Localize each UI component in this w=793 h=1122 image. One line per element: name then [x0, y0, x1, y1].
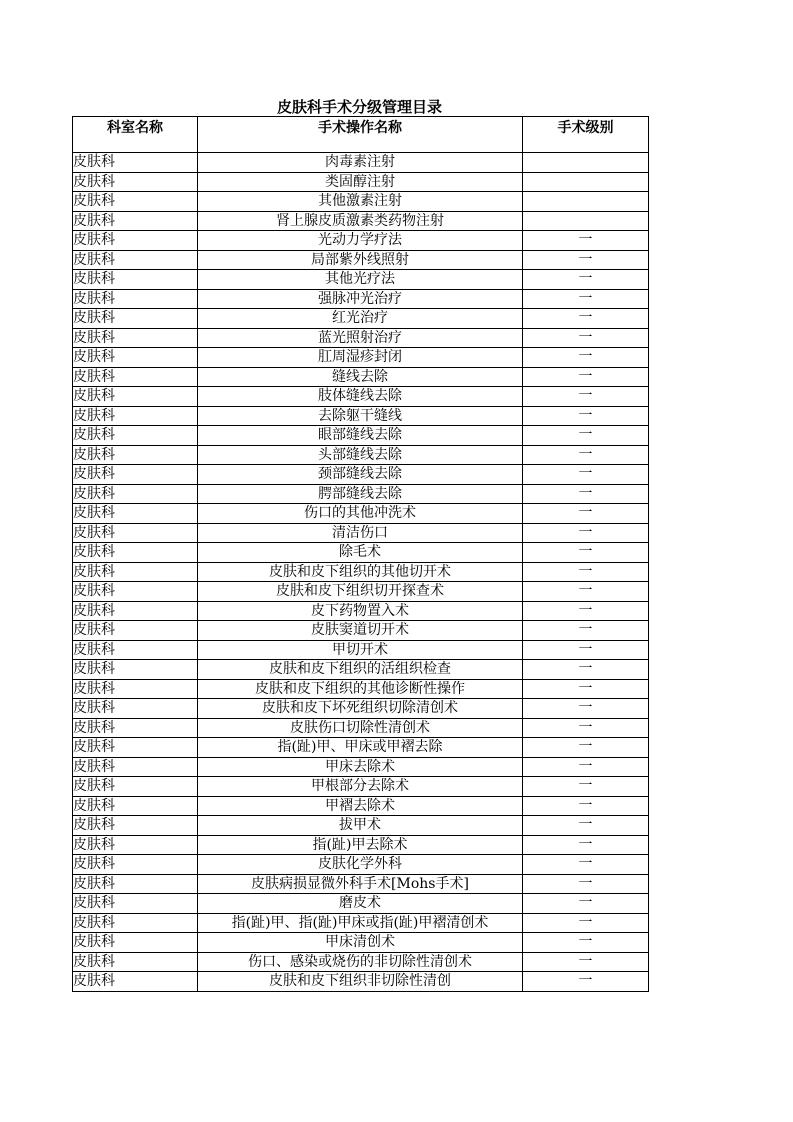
department-cell: 皮肤科	[73, 816, 198, 836]
table-row	[73, 562, 649, 582]
department-cell: 皮肤科	[73, 153, 198, 173]
table-row	[73, 601, 649, 621]
department-cell: 皮肤科	[73, 192, 198, 212]
surgery-level-cell: 一	[523, 699, 649, 719]
surgery-level-cell: 一	[523, 250, 649, 270]
procedure-name-cell: 眼部缝线去除	[198, 426, 523, 446]
procedure-name-cell: 指(趾)甲、指(趾)甲床或指(趾)甲褶清创术	[198, 913, 523, 933]
table-row	[73, 367, 649, 387]
procedure-name-cell: 其他激素注射	[198, 192, 523, 212]
surgery-level-cell: 一	[523, 796, 649, 816]
department-cell: 皮肤科	[73, 621, 198, 641]
surgery-level-cell: 一	[523, 621, 649, 641]
procedure-column-header: 手术操作名称	[198, 117, 523, 153]
header-row	[73, 117, 649, 153]
table-row	[73, 777, 649, 797]
table-row	[73, 718, 649, 738]
procedure-name-cell: 伤口的其他冲洗术	[198, 504, 523, 524]
procedure-name-cell: 清洁伤口	[198, 523, 523, 543]
procedure-name-cell: 类固醇注射	[198, 172, 523, 192]
department-cell: 皮肤科	[73, 406, 198, 426]
procedure-name-cell: 皮肤化学外科	[198, 855, 523, 875]
table-body	[73, 153, 649, 992]
surgery-level-cell: 一	[523, 913, 649, 933]
level-column-header: 手术级别	[523, 117, 649, 153]
department-cell: 皮肤科	[73, 387, 198, 407]
table-row	[73, 894, 649, 914]
procedure-name-cell: 皮肤和皮下坏死组织切除清创术	[198, 699, 523, 719]
table-row	[73, 796, 649, 816]
table-row	[73, 933, 649, 953]
department-cell: 皮肤科	[73, 328, 198, 348]
procedure-name-cell: 头部缝线去除	[198, 445, 523, 465]
procedure-name-cell: 皮下药物置入术	[198, 601, 523, 621]
department-cell: 皮肤科	[73, 757, 198, 777]
procedure-name-cell: 皮肤和皮下组织的其他切开术	[198, 562, 523, 582]
surgery-level-cell: 一	[523, 367, 649, 387]
table-row	[73, 309, 649, 329]
surgery-level-cell: 一	[523, 523, 649, 543]
department-cell: 皮肤科	[73, 367, 198, 387]
procedure-name-cell: 腭部缝线去除	[198, 484, 523, 504]
table-row	[73, 972, 649, 992]
procedure-name-cell: 拔甲术	[198, 816, 523, 836]
surgery-level-cell: 一	[523, 777, 649, 797]
table-row	[73, 426, 649, 446]
department-cell: 皮肤科	[73, 835, 198, 855]
department-cell: 皮肤科	[73, 640, 198, 660]
surgery-level-cell: 一	[523, 855, 649, 875]
procedure-name-cell: 肛周湿疹封闭	[198, 348, 523, 368]
surgery-level-cell: 一	[523, 348, 649, 368]
procedure-name-cell: 皮肤和皮下组织的其他诊断性操作	[198, 679, 523, 699]
surgery-level-cell	[523, 172, 649, 192]
surgery-level-cell: 一	[523, 270, 649, 290]
procedure-name-cell: 肾上腺皮质激素类药物注射	[198, 211, 523, 231]
procedure-name-cell: 光动力学疗法	[198, 231, 523, 251]
department-cell: 皮肤科	[73, 952, 198, 972]
procedure-name-cell: 磨皮术	[198, 894, 523, 914]
table-row	[73, 523, 649, 543]
table-row	[73, 543, 649, 563]
table-row	[73, 835, 649, 855]
surgery-level-cell: 一	[523, 894, 649, 914]
surgery-level-cell: 一	[523, 543, 649, 563]
table-header	[73, 117, 649, 153]
department-cell: 皮肤科	[73, 699, 198, 719]
surgery-level-cell: 一	[523, 484, 649, 504]
department-cell: 皮肤科	[73, 894, 198, 914]
department-cell: 皮肤科	[73, 270, 198, 290]
procedure-name-cell: 局部紫外线照射	[198, 250, 523, 270]
procedure-name-cell: 皮肤和皮下组织切开探查术	[198, 582, 523, 602]
procedure-name-cell: 肉毒素注射	[198, 153, 523, 173]
department-cell: 皮肤科	[73, 504, 198, 524]
department-column-header: 科室名称	[73, 117, 198, 153]
surgery-level-cell: 一	[523, 601, 649, 621]
department-cell: 皮肤科	[73, 523, 198, 543]
surgery-level-cell: 一	[523, 679, 649, 699]
procedure-grading-table	[72, 116, 649, 992]
table-row	[73, 621, 649, 641]
table-row	[73, 913, 649, 933]
department-cell: 皮肤科	[73, 250, 198, 270]
table-row	[73, 660, 649, 680]
table-row	[73, 582, 649, 602]
department-cell: 皮肤科	[73, 972, 198, 992]
procedure-name-cell: 伤口、感染或烧伤的非切除性清创术	[198, 952, 523, 972]
surgery-level-cell: 一	[523, 562, 649, 582]
surgery-level-cell: 一	[523, 640, 649, 660]
table-row	[73, 484, 649, 504]
procedure-name-cell: 皮肤窦道切开术	[198, 621, 523, 641]
surgery-level-cell: 一	[523, 426, 649, 446]
surgery-level-cell: 一	[523, 835, 649, 855]
table-row	[73, 328, 649, 348]
department-cell: 皮肤科	[73, 796, 198, 816]
procedure-name-cell: 甲根部分去除术	[198, 777, 523, 797]
surgery-level-cell: 一	[523, 874, 649, 894]
procedure-name-cell: 皮肤病损显微外科手术[Mohs手术]	[198, 874, 523, 894]
department-cell: 皮肤科	[73, 484, 198, 504]
document-title: 皮肤科手术分级管理目录	[276, 98, 442, 116]
department-cell: 皮肤科	[73, 718, 198, 738]
procedure-name-cell: 皮肤和皮下组织非切除性清创	[198, 972, 523, 992]
procedure-name-cell: 红光治疗	[198, 309, 523, 329]
table-row	[73, 192, 649, 212]
surgery-level-cell: 一	[523, 328, 649, 348]
surgery-level-cell	[523, 153, 649, 173]
procedure-name-cell: 去除躯干缝线	[198, 406, 523, 426]
surgery-level-cell: 一	[523, 933, 649, 953]
table-row	[73, 172, 649, 192]
department-cell: 皮肤科	[73, 289, 198, 309]
department-cell: 皮肤科	[73, 933, 198, 953]
table-row	[73, 250, 649, 270]
surgery-level-cell: 一	[523, 465, 649, 485]
procedure-name-cell: 强脉冲光治疗	[198, 289, 523, 309]
procedure-name-cell: 蓝光照射治疗	[198, 328, 523, 348]
surgery-level-cell: 一	[523, 387, 649, 407]
procedure-name-cell: 甲床清创术	[198, 933, 523, 953]
surgery-level-cell: 一	[523, 660, 649, 680]
surgery-level-cell: 一	[523, 504, 649, 524]
surgery-level-cell: 一	[523, 952, 649, 972]
department-cell: 皮肤科	[73, 172, 198, 192]
department-cell: 皮肤科	[73, 543, 198, 563]
department-cell: 皮肤科	[73, 777, 198, 797]
table-row	[73, 270, 649, 290]
table-row	[73, 504, 649, 524]
surgery-level-cell: 一	[523, 718, 649, 738]
table-row	[73, 153, 649, 173]
table-row	[73, 952, 649, 972]
procedure-name-cell: 其他光疗法	[198, 270, 523, 290]
procedure-name-cell: 甲床去除术	[198, 757, 523, 777]
surgery-level-cell: 一	[523, 816, 649, 836]
department-cell: 皮肤科	[73, 211, 198, 231]
table-row	[73, 211, 649, 231]
procedure-name-cell: 颈部缝线去除	[198, 465, 523, 485]
department-cell: 皮肤科	[73, 465, 198, 485]
table-row	[73, 816, 649, 836]
surgery-level-cell: 一	[523, 406, 649, 426]
department-cell: 皮肤科	[73, 348, 198, 368]
surgery-level-cell: 一	[523, 309, 649, 329]
procedure-name-cell: 缝线去除	[198, 367, 523, 387]
surgery-level-cell: 一	[523, 445, 649, 465]
procedure-name-cell: 甲切开术	[198, 640, 523, 660]
table-row	[73, 348, 649, 368]
procedure-name-cell: 皮肤伤口切除性清创术	[198, 718, 523, 738]
surgery-level-cell	[523, 211, 649, 231]
department-cell: 皮肤科	[73, 601, 198, 621]
procedure-name-cell: 肢体缝线去除	[198, 387, 523, 407]
surgery-level-cell	[523, 192, 649, 212]
table-row	[73, 679, 649, 699]
department-cell: 皮肤科	[73, 426, 198, 446]
department-cell: 皮肤科	[73, 231, 198, 251]
department-cell: 皮肤科	[73, 582, 198, 602]
department-cell: 皮肤科	[73, 562, 198, 582]
department-cell: 皮肤科	[73, 738, 198, 758]
surgery-level-cell: 一	[523, 738, 649, 758]
surgery-level-cell: 一	[523, 972, 649, 992]
surgery-level-cell: 一	[523, 582, 649, 602]
department-cell: 皮肤科	[73, 913, 198, 933]
surgery-level-cell: 一	[523, 757, 649, 777]
table-row	[73, 874, 649, 894]
procedure-name-cell: 甲褶去除术	[198, 796, 523, 816]
table-row	[73, 738, 649, 758]
table-row	[73, 406, 649, 426]
procedure-name-cell: 指(趾)甲、甲床或甲褶去除	[198, 738, 523, 758]
table-row	[73, 387, 649, 407]
department-cell: 皮肤科	[73, 855, 198, 875]
table-row	[73, 855, 649, 875]
table-row	[73, 445, 649, 465]
department-cell: 皮肤科	[73, 679, 198, 699]
table-row	[73, 231, 649, 251]
department-cell: 皮肤科	[73, 874, 198, 894]
table-row	[73, 289, 649, 309]
department-cell: 皮肤科	[73, 445, 198, 465]
table-row	[73, 640, 649, 660]
table-row	[73, 465, 649, 485]
surgery-level-cell: 一	[523, 231, 649, 251]
table-row	[73, 757, 649, 777]
table-row	[73, 699, 649, 719]
procedure-name-cell: 除毛术	[198, 543, 523, 563]
procedure-name-cell: 指(趾)甲去除术	[198, 835, 523, 855]
surgery-level-cell: 一	[523, 289, 649, 309]
procedure-name-cell: 皮肤和皮下组织的活组织检查	[198, 660, 523, 680]
department-cell: 皮肤科	[73, 660, 198, 680]
department-cell: 皮肤科	[73, 309, 198, 329]
